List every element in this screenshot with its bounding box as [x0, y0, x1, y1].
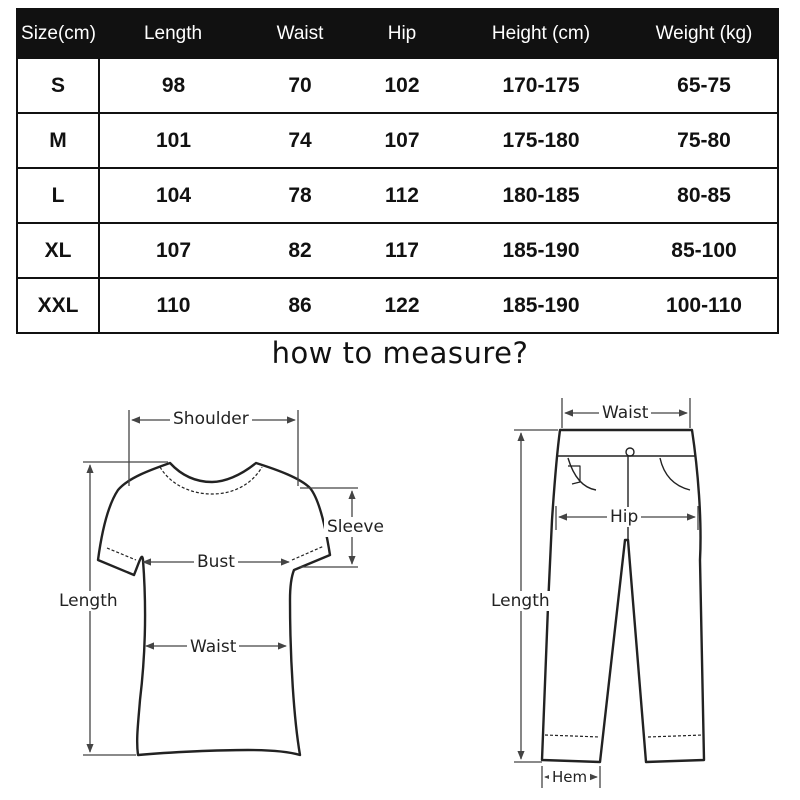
tshirt-measure-lines	[83, 410, 358, 755]
hip-cell: 112	[353, 168, 451, 223]
height-cell: 180-185	[451, 168, 631, 223]
header-hip: Hip	[353, 9, 451, 58]
header-waist: Waist	[247, 9, 353, 58]
length-cell: 98	[99, 58, 247, 113]
tshirt-illustration	[98, 463, 330, 755]
waist-cell: 78	[247, 168, 353, 223]
length-cell: 110	[99, 278, 247, 333]
bust-label: Bust	[194, 552, 238, 572]
height-cell: 175-180	[451, 113, 631, 168]
length-cell: 101	[99, 113, 247, 168]
sleeve-label: Sleeve	[324, 517, 387, 537]
header-size: Size(cm)	[17, 9, 99, 58]
size-cell: M	[17, 113, 99, 168]
waist-cell: 82	[247, 223, 353, 278]
weight-cell: 85-100	[631, 223, 778, 278]
header-height: Height (cm)	[451, 9, 631, 58]
pants-illustration	[542, 430, 704, 762]
page-title: how to measure?	[271, 336, 529, 370]
waist-cell: 70	[247, 58, 353, 113]
weight-cell: 75-80	[631, 113, 778, 168]
length-cell: 107	[99, 223, 247, 278]
height-cell: 170-175	[451, 58, 631, 113]
size-cell: XXL	[17, 278, 99, 333]
size-cell: XL	[17, 223, 99, 278]
shirt-waist-label: Waist	[187, 637, 239, 657]
pants-length-label: Length	[488, 591, 553, 611]
size-cell: L	[17, 168, 99, 223]
hip-cell: 117	[353, 223, 451, 278]
weight-cell: 80-85	[631, 168, 778, 223]
height-cell: 185-190	[451, 223, 631, 278]
waist-cell: 86	[247, 278, 353, 333]
pants-waist-label: Waist	[599, 403, 651, 423]
weight-cell: 65-75	[631, 58, 778, 113]
shoulder-label: Shoulder	[170, 409, 252, 429]
weight-cell: 100-110	[631, 278, 778, 333]
hip-cell: 102	[353, 58, 451, 113]
header-length: Length	[99, 9, 247, 58]
hip-cell: 122	[353, 278, 451, 333]
hip-cell: 107	[353, 113, 451, 168]
size-cell: S	[17, 58, 99, 113]
height-cell: 185-190	[451, 278, 631, 333]
waist-cell: 74	[247, 113, 353, 168]
hem-label: Hem	[549, 768, 590, 786]
header-weight: Weight (kg)	[631, 9, 778, 58]
hip-label: Hip	[607, 507, 641, 527]
length-cell: 104	[99, 168, 247, 223]
shirt-length-label: Length	[56, 591, 121, 611]
